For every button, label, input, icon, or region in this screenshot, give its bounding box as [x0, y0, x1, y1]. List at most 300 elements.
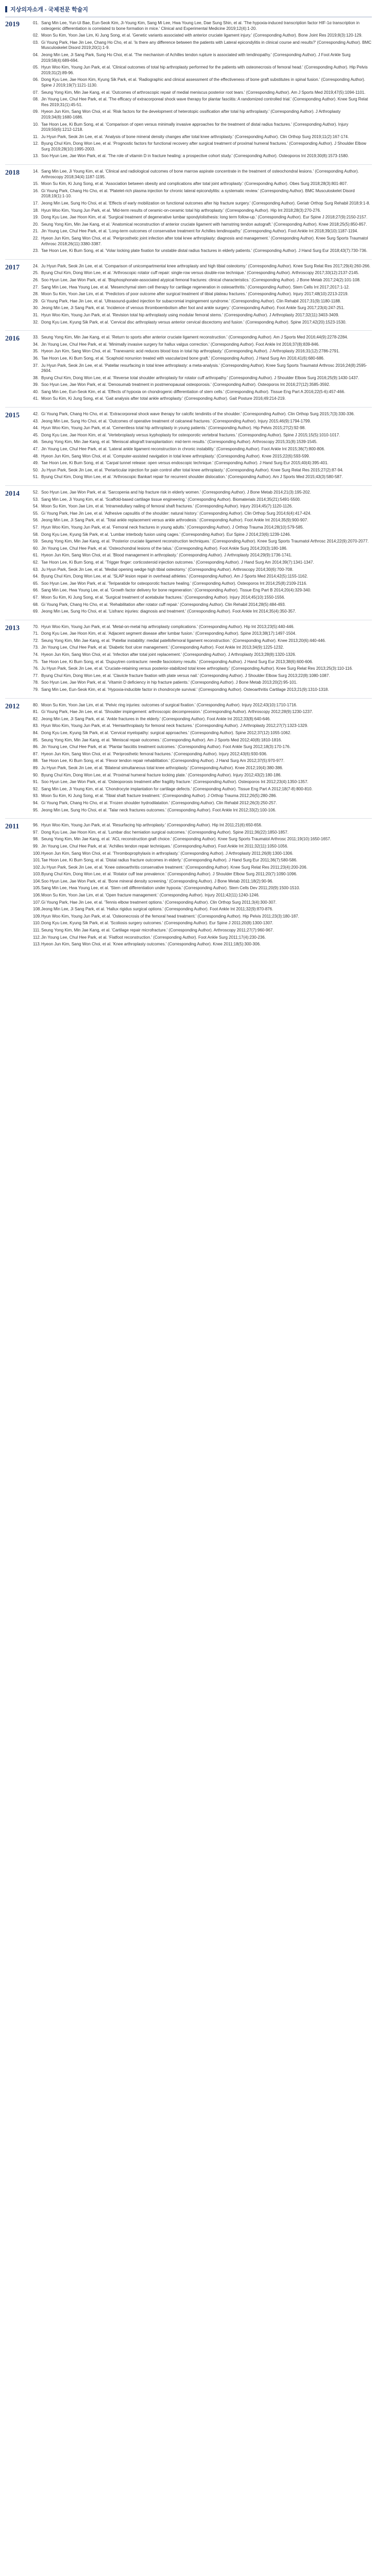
publication-citation: Jeong Min Lee, Sung Ho Choi, et al. 'Talar neck fractures outcomes.' (Corresponding Author). Foot Ankle Int 2012;33(2):100-106.	[41, 807, 277, 812]
page-header	[5, 4, 372, 16]
publication-number: 64.	[33, 574, 39, 579]
publication-number: 90.	[33, 772, 39, 777]
publication-item	[33, 335, 372, 341]
publication-citation: Soo Hyun Lee, Jae Won Park, et al. 'Bisphosphonate-associated atypical femoral fractures: clinical characteristics.' (Corresponding Author). J Bone Metab 2017;24(2):101-108.	[41, 277, 361, 282]
publication-item	[33, 356, 372, 362]
publication-citation: Jin Young Lee, Chul Hee Park, et al. 'Plantar fasciitis treatment outcomes.' (Corresponding Author). Foot Ankle Surg 2012;18(3):170-176.	[41, 744, 291, 750]
publication-citation: Sang Min Lee, Ji Young Kim, et al. 'Chondrocyte implantation for cartilage defects.' (Corresponding Author). Tissue Eng Part A 2012;18(7-8):800-810.	[41, 786, 313, 791]
publication-number: 96.	[33, 823, 39, 828]
publication-item	[33, 907, 372, 912]
publication-item	[33, 40, 372, 51]
publication-number: 69.	[33, 609, 39, 614]
publication-citation: Hyeon Jun Kim, Sang Won Choi, et al. 'Infection after total joint replacement.' (Corresponding Author). J Arthroplasty 2013;28(8):1320-1326.	[41, 652, 296, 657]
publication-number: 86.	[33, 744, 39, 750]
publication-citation: Moon Su Kim, Ki Jung Song, et al. 'Tibial shaft fracture treatment.' (Corresponding Author). J Orthop Trauma 2012;26(5):280-286.	[41, 793, 277, 799]
publication-citation: Sang Min Lee, Eun-Seok Kim, et al. 'Effects of hypoxia on chondrogenic differentiation of stem cells.' (Corresponding Author). Tissue Eng Part A 2016;22(5-6):457-466.	[41, 389, 346, 394]
publication-number: 99.	[33, 843, 39, 849]
publication-item	[33, 673, 372, 679]
year-label: 2019	[5, 21, 20, 28]
publication-citation: Hyun Woo Kim, Young Jun Park, et al. 'Osteonecrosis of the femoral head treatment.' (Corresponding Author). Hip Pelvis 2011;23(3):180-187.	[41, 913, 299, 919]
publication-item	[33, 893, 372, 899]
publication-item	[33, 511, 372, 517]
publication-citation: Seung Yong Kim, Min Jae Kang, et al. 'Outcomes of arthroscopic repair of medial meniscus posterior root tears.' (Corresponding Author). Am J Sports Med 2019;47(5):1094-1101.	[41, 90, 366, 95]
year-section	[5, 21, 372, 159]
publication-item	[33, 801, 372, 806]
publication-number: 105.	[33, 886, 41, 891]
publication-number: 49.	[33, 461, 39, 466]
publication-citation: Hyun Woo Kim, Young Jun Park, et al. 'Cementless total hip arthroplasty in young patients.' (Corresponding Author). Hip Pelvis 2015;27(2):92-98.	[41, 426, 306, 431]
publication-number: 37.	[33, 363, 39, 368]
publication-citation: Hyun Woo Kim, Young Jun Park, et al. 'Femoral neck fractures in young adults.' (Corresponding Author). J Orthop Trauma 2014;28(10):579-585.	[41, 524, 304, 530]
publication-number: 13.	[33, 154, 39, 159]
publication-citation: Moon Su Kim, Yoon Jae Lim, Ki Jung Song, et al. 'Genetic variants associated with anterior cruciate ligament injury.' (Corresponding Author). Bone Joint Res 2019;8(3):120-129.	[41, 33, 363, 38]
publication-item	[33, 738, 372, 743]
publication-item	[33, 731, 372, 736]
publication-item	[33, 299, 372, 304]
year-divider	[5, 407, 372, 408]
publication-number: 29.	[33, 298, 39, 303]
publication-citation: Soo Hyun Lee, Jae Won Park, et al. 'Teriparatide for osteoporotic fracture healing.' (Corresponding Author). Osteoporos Int 2014;25(8):2109-2116.	[41, 581, 307, 586]
publication-number: 51.	[33, 474, 39, 480]
publication-citation: Sang Min Lee, Hwa Young Lee, et al. 'Growth factor delivery for bone regeneration.' (Corresponding Author). Tissue Eng Part B 2014;20(4):329-340.	[41, 588, 312, 593]
publication-citation: Byung Chul Kim, Dong Won Lee, et al. 'Arthroscopic rotator cuff repair: single-row versus double-row technique.' (Corresponding Author). Arthroscopy 2017;33(12):2137-2145.	[41, 270, 359, 276]
publication-citation: Sang Min Lee, Eun-Seok Kim, et al. 'Hypoxia-inducible factor in chondrocyte survival.' (Corresponding Author). Osteoarthritis Cartilage 2013;21(9):1310-1318.	[41, 687, 329, 692]
publication-item	[33, 208, 372, 214]
publication-item	[33, 21, 372, 31]
publication-number: 15.	[33, 181, 39, 187]
publication-number: 93.	[33, 793, 39, 799]
publication-number: 25.	[33, 270, 39, 276]
publication-number: 36.	[33, 355, 39, 361]
publication-item	[33, 680, 372, 686]
publication-item	[33, 602, 372, 608]
publication-citation: Tae Hoon Lee, Ki Bum Song, et al. 'Comparison of open versus minimally invasive approaches for the treatment of distal radius fractures.' (Corresponding Author). Injury 2019;50(6):1212-1218.	[41, 122, 349, 132]
publication-item	[33, 65, 372, 76]
publication-citation: Sang Min Lee, Hwa Young Lee, et al. 'Stem cell differentiation under hypoxia.' (Corresponding Author). Stem Cells Dev 2011;20(9):1500-1510.	[41, 886, 300, 891]
publication-item	[33, 773, 372, 778]
publication-citation: Hyun Woo Kim, Young Jun Park, et al. 'Mid-term results of ceramic-on-ceramic total hip arthroplasty.' (Corresponding Author). Hip Int 2018;28(3):270-276.	[41, 208, 321, 213]
publication-number: 48.	[33, 453, 39, 459]
publication-item	[33, 851, 372, 857]
publication-citation: Sang Min Lee, Hwa Young Lee, et al. 'Mesenchymal stem cell therapy for cartilage regeneration in osteoarthritis.' (Corresponding Author). Stem Cells Int 2017;2017:1-12.	[41, 284, 350, 290]
publication-number: 50.	[33, 467, 39, 472]
publication-citation: Hyeon Jun Kim, Sang Won Choi, et al. 'Risk factors for the development of heterotopic ossification after total hip arthroplasty.' (Corresponding Author). J Arthroplasty 2019;34(8):1680-1686.	[41, 109, 341, 120]
publication-number: 05.	[33, 65, 39, 70]
publication-number: 81.	[33, 709, 39, 715]
publication-citation: Jeong Min Lee, Sung Ho Choi, et al. 'Effects of early mobilization on functional outcomes after hip fracture surgery.' (Corresponding Author). Geriatr Orthop Surg Rehabil 2018;9:1-8.	[41, 201, 370, 206]
year-label: 2013	[5, 624, 20, 632]
publication-number: 71.	[33, 631, 39, 636]
year-label: 2018	[5, 169, 20, 177]
publication-number: 30.	[33, 306, 39, 311]
publication-item	[33, 474, 372, 480]
publication-number: 91.	[33, 779, 39, 785]
publication-citation: Hyun Woo Kim, Young Jun Park, et al. 'Resurfacing hip arthroplasty.' (Corresponding Author). Hip Int 2011;21(6):650-656.	[41, 823, 263, 828]
publication-number: 26.	[33, 277, 39, 282]
publication-number: 113.	[33, 942, 41, 947]
publication-item	[33, 752, 372, 757]
publication-number: 53.	[33, 497, 39, 502]
publication-item	[33, 141, 372, 152]
publication-number: 32.	[33, 319, 39, 325]
publication-number: 75.	[33, 659, 39, 664]
publication-citation: Tae Hoon Lee, Ki Bum Song, et al. 'Trigger finger: corticosteroid injection outcomes.' (Corresponding Author). J Hand Surg Am 2014;39(7):1341-1347.	[41, 560, 314, 565]
publication-citation: Moon Su Kim, Ki Jung Song, et al. 'Surgical treatment of acetabular fractures.' (Corresponding Author). Injury 2014;45(10):1550-1556.	[41, 595, 285, 600]
publication-item	[33, 837, 372, 842]
publication-item	[33, 189, 372, 199]
publication-citation: Jeong Min Lee, Sung Ho Choi, et al. 'Lisfranc injuries: diagnosis and treatment.' (Corresponding Author). Foot Ankle Int 2014;35(4):350-357.	[41, 609, 296, 614]
publication-item	[33, 787, 372, 792]
publication-item	[33, 703, 372, 708]
year-section	[5, 264, 372, 325]
publication-number: 09.	[33, 109, 39, 114]
publication-citation: Dong Kyu Lee, Jae Hoon Kim, et al. 'Lumbar disc herniation surgical outcomes.' (Corresponding Author). Spine 2011;36(22):1850-1857.	[41, 829, 289, 835]
publication-number: 22.	[33, 236, 39, 241]
publication-item	[33, 758, 372, 764]
publication-citation: Jin Young Lee, Chul Hee Park, et al. 'Flatfoot reconstruction.' (Corresponding Author). Foot Ankle Surg 2011;17(4):230-236.	[41, 935, 266, 940]
publication-citation: Jin Young Lee, Chul Hee Park, et al. 'Osteochondral lesions of the talus.' (Corresponding Author). Foot Ankle Surg 2014;20(3):180-186.	[41, 546, 288, 551]
publication-item	[33, 532, 372, 538]
publication-number: 39.	[33, 382, 39, 387]
publication-list	[5, 21, 372, 947]
publication-citation: Byung Chul Kim, Dong Won Lee, et al. 'Clavicle fracture fixation with plate versus nail.' (Corresponding Author). J Shoulder Elbow Surg 2013;22(8):1080-1087.	[41, 673, 330, 678]
publication-item	[33, 928, 372, 934]
publication-number: 82.	[33, 716, 39, 721]
publication-number: 100.	[33, 851, 41, 856]
publication-item	[33, 419, 372, 425]
publication-citation: Sang Min Lee, Ji Young Kim, et al. 'Scaffold-based cartilage tissue engineering.' (Corresponding Author). Biomaterials 2014;35(21):5491-5500.	[41, 497, 301, 502]
publication-item	[33, 942, 372, 947]
publication-item	[33, 468, 372, 473]
publication-citation: Dong Kyu Lee, Kyung Sik Park, et al. 'Cervical myelopathy: surgical approaches.' (Corresponding Author). Spine 2012;37(12):1055-1062.	[41, 731, 292, 735]
publication-citation: Seung Yong Kim, Min Jae Kang, et al. 'Anatomical reconstruction of anterior cruciate ligament with hamstring tendon autograft.' (Corresponding Author). Knee 2018;25(5):850-857.	[41, 222, 367, 227]
publication-number: 112.	[33, 935, 41, 940]
publication-item	[33, 935, 372, 941]
publication-citation: Sang Min Lee, Yun-Ui Bae, Eun-Seok Kim, Ji-Young Kim, Sang Mi Lee, Hwa Young Lee, Dae Sung Shin, et al. 'The hypoxia-induced transcription factor HIF-1α transcription in osteogenic differentiation is correlated to bone formation in mice.' Clinical and Experimental Medicine 2019;12(4):1-20.	[41, 21, 360, 31]
publication-item	[33, 560, 372, 566]
publication-item	[33, 717, 372, 722]
year-divider	[5, 330, 372, 331]
publication-item	[33, 426, 372, 431]
publication-citation: Dong Kyu Lee, Kyung Sik Park, et al. 'Scoliosis surgery outcomes.' (Corresponding Author). Eur Spine J 2011;20(8):1300-1307.	[41, 921, 273, 926]
publication-citation: Dong Kyu Lee, Jae Hoon Kim, et al. 'Surgical treatment of degenerative lumbar spondylolisthesis: long term follow-up.' (Corresponding Author). Eur Spine J 2018;27(9):2150-2157.	[41, 215, 368, 220]
publication-number: 73.	[33, 645, 39, 650]
publication-number: 59.	[33, 539, 39, 544]
publication-number: 10.	[33, 122, 39, 127]
publication-citation: Moon Su Kim, Yoon Jae Lim, et al. 'Pelvic ring injuries: outcomes of surgical fixation.' (Corresponding Author). Injury 2012;43(10):1710-1716.	[41, 702, 298, 707]
publication-number: 65.	[33, 581, 39, 586]
publication-number: 04.	[33, 52, 39, 57]
publication-item	[33, 844, 372, 850]
publication-item	[33, 609, 372, 615]
publication-item	[33, 109, 372, 120]
publication-number: 70.	[33, 624, 39, 629]
publication-item	[33, 525, 372, 531]
publication-citation: Gi Young Park, Chang Ho Cho, et al. 'Rehabilitation after rotator cuff repair.' (Corresponding Author). Clin Rehabil 2014;28(5):484-493.	[41, 602, 286, 607]
publication-number: 101.	[33, 858, 41, 863]
header-bar	[5, 6, 7, 12]
publication-item	[33, 581, 372, 587]
publication-number: 02.	[33, 33, 39, 38]
publication-number: 106.	[33, 893, 41, 898]
publication-number: 40.	[33, 389, 39, 394]
publication-item	[33, 723, 372, 729]
publication-citation: Seung Yong Kim, Min Jae Kang, et al. 'Meniscal repair outcomes.' (Corresponding Author). Am J Sports Med 2012;40(8):1810-1816.	[41, 737, 282, 742]
publication-citation: Hyeon Jun Kim, Sang Won Choi, et al. 'Periprosthetic femoral fractures.' (Corresponding Author). Injury 2012;43(6):930-936.	[41, 751, 268, 756]
publication-item	[33, 264, 372, 269]
publication-number: 94.	[33, 800, 39, 805]
publication-item	[33, 439, 372, 445]
publication-number: 17.	[33, 201, 39, 206]
publication-item	[33, 638, 372, 644]
publication-citation: Jeong Min Lee, Ji Sang Park, Sung Ho Choi, et al. 'The mechanism of Achilles tendon rupture is associated with tendinopathy.' (Corresponding Author). J Foot Ankle Surg 2019;58(4):689-694.	[41, 52, 351, 63]
publication-item	[33, 574, 372, 580]
publication-citation: Gi Young Park, Hae Jin Lee, et al. 'Tennis elbow treatment options.' (Corresponding Author). Clin Orthop Surg 2011;3(4):300-307.	[41, 900, 277, 905]
publication-item	[33, 659, 372, 665]
publication-number: 16.	[33, 188, 39, 193]
publication-item	[33, 830, 372, 836]
publication-number: 11.	[33, 134, 39, 139]
publication-citation: Gi Young Park, Chang Ho Cho, et al. 'Platelet-rich plasma injection for chronic lateral epicondylitis: a systematic review.' (Corresponding Author). BMC Musculoskelet Disord 2018;19(1):1-10.	[41, 188, 355, 199]
publication-citation: Moon Su Kim, Yoon Jae Lim, et al. 'Open fracture management.' (Corresponding Author). Injury 2011;42(11):1240-1246.	[41, 893, 260, 898]
publication-number: 68.	[33, 602, 39, 607]
publication-item	[33, 879, 372, 885]
publication-citation: Moon Su Kim, Yoon Jae Lim, et al. 'Predictors of poor outcome after surgical treatment of tibial plateau fractures.' (Corresponding Author). Injury 2017;48(10):2213-2219.	[41, 292, 349, 297]
publication-number: 102.	[33, 865, 41, 870]
publication-number: 107.	[33, 900, 41, 905]
publication-citation: Gi Young Park, Hae Jin Lee, et al. 'Ultrasound-guided injection for subacromial impingement syndrome.' (Corresponding Author). Clin Rehabil 2017;31(9):1180-1188.	[41, 298, 341, 303]
publication-item	[33, 376, 372, 381]
publication-citation: Hyeon Jun Kim, Sang Won Choi, et al. 'Knee arthroplasty outcomes.' (Corresponding Author). Knee 2011;18(5):300-306.	[41, 942, 261, 947]
year-label: 2012	[5, 702, 20, 710]
publication-item	[33, 900, 372, 906]
publication-citation: Jin Young Lee, Chul Hee Park, et al. 'Achilles tendon repair techniques.' (Corresponding Author). Foot Ankle Int 2011;32(11):1050-1056.	[41, 843, 288, 849]
publication-item	[33, 342, 372, 348]
publication-item	[33, 313, 372, 318]
year-label: 2016	[5, 335, 20, 343]
publication-citation: Dong Kyu Lee, Kyung Sik Park, et al. 'Cervical disc arthroplasty versus anterior cervical discectomy and fusion.' (Corresponding Author). Spine 2017;42(20):1523-1530.	[41, 319, 347, 325]
publication-item	[33, 823, 372, 828]
publication-number: 62.	[33, 560, 39, 565]
publication-citation: Hyun Woo Kim, Young Jun Park, et al. 'Revision total hip arthroplasty using modular femoral stems.' (Corresponding Author). J Arthroplasty 2017;32(11):3403-3409.	[41, 312, 339, 317]
publication-number: 79.	[33, 687, 39, 692]
publication-item	[33, 539, 372, 545]
publication-number: 31.	[33, 312, 39, 317]
publication-citation: Ju Hyun Park, Seok Jin Lee, et al. 'Periarticular injection for pain control after total knee arthroplasty.' (Corresponding Author). Knee Surg Relat Res 2015;27(2):87-94.	[41, 467, 344, 472]
publication-citation: Gi Young Park, Chang Ho Cho, et al. 'Frozen shoulder hydrodilatation.' (Corresponding Author). Clin Rehabil 2012;26(3):250-257.	[41, 800, 277, 805]
page	[0, 0, 377, 947]
year-divider	[5, 698, 372, 699]
publication-item	[33, 229, 372, 234]
publication-number: 54.	[33, 504, 39, 509]
publication-number: 109.	[33, 913, 41, 919]
publication-citation: Ju Hyun Park, Seok Jin Lee, et al. 'Analysis of bone mineral density changes after total knee arthroplasty.' (Corresponding Author). Clin Orthop Surg 2019;11(2):167-174.	[41, 134, 349, 139]
year-section	[5, 823, 372, 947]
publication-item	[33, 865, 372, 871]
publication-item	[33, 567, 372, 573]
publication-item	[33, 33, 372, 39]
publication-number: 67.	[33, 595, 39, 600]
publication-citation: Byung Chul Kim, Dong Won Lee, et al. 'Prognostic factors for functional recovery after surgical treatment of proximal humeral fractures.' (Corresponding Author). J Shoulder Elbow Surg 2019;28(10):1995-2003.	[41, 141, 367, 151]
publication-citation: Tae Hoon Lee, Ki Bum Song, et al. 'Dupuytren contracture: needle fasciotomy results.' (Corresponding Author). J Hand Surg Eur 2013;38(6):600-606.	[41, 659, 313, 664]
publication-citation: Hyeon Jun Kim, Sang Won Choi, et al. 'Blood management in arthroplasty.' (Corresponding Author). J Arthroplasty 2014;29(9):1736-1741.	[41, 553, 293, 558]
publication-number: 80.	[33, 702, 39, 707]
year-section	[5, 703, 372, 814]
publication-citation: Ju Hyun Park, Seok Jin Lee, et al. 'Comparison of unicompartmental knee arthroplasty and high tibial osteotomy.' (Corresponding Author). Knee Surg Relat Res 2017;29(4):260-266.	[41, 263, 371, 268]
publication-item	[33, 454, 372, 460]
publication-number: 06.	[33, 77, 39, 82]
publication-item	[33, 90, 372, 96]
publication-number: 87.	[33, 751, 39, 756]
publication-citation: Moon Su Kim, Yoon Jae Lim, et al. 'Intramedullary nailing of femoral shaft fractures.' (Corresponding Author). Injury 2014;45(7):1120-1126.	[41, 504, 293, 509]
publication-item	[33, 201, 372, 207]
publication-number: 56.	[33, 518, 39, 523]
publication-number: 108.	[33, 907, 41, 912]
publication-number: 60.	[33, 546, 39, 551]
publication-citation: Tae Hoon Lee, Ki Bum Song, et al. 'Flexor tendon repair rehabilitation.' (Corresponding Author). J Hand Surg Am 2012;37(5):970-977.	[41, 758, 285, 764]
publication-citation: Tae Hoon Lee, Ki Bum Song, et al. 'Carpal tunnel release: open versus endoscopic technique.' (Corresponding Author). J Hand Surg Eur 2015;40(4):395-401.	[41, 461, 329, 466]
publication-citation: Soo Hyun Lee, Jae Won Park, et al. 'Denosumab treatment in postmenopausal osteoporosis.' (Corresponding Author). Osteoporos Int 2016;27(12):3585-3592.	[41, 382, 331, 387]
publication-item	[33, 433, 372, 438]
publication-number: 61.	[33, 553, 39, 558]
publication-item	[33, 518, 372, 523]
publication-item	[33, 766, 372, 771]
publication-number: 45.	[33, 432, 39, 437]
publication-citation: Byung Chul Kim, Dong Won Lee, et al. 'Rotator cuff tear prevalence.' (Corresponding Author). J Shoulder Elbow Surg 2011;20(7):1090-1096.	[41, 872, 298, 877]
year-section	[5, 490, 372, 615]
publication-number: 97.	[33, 829, 39, 835]
publication-item	[33, 412, 372, 417]
publication-number: 52.	[33, 490, 39, 495]
publication-citation: Dong Kyu Lee, Jae Hoon Kim, Kyung Sik Park, et al. 'Radiographic and clinical assessment of the effectiveness of bone graft substitutes in spinal fusion.' (Corresponding Author). Spine J 2019;19(7):1121-1130.	[41, 77, 366, 88]
publication-citation: Jin Young Lee, Chul Hee Park, et al. 'Diabetic foot ulcer management.' (Corresponding Author). Foot Ankle Int 2013;34(9):1225-1232.	[41, 645, 284, 650]
publication-number: 104.	[33, 878, 41, 884]
publication-item	[33, 396, 372, 402]
publication-number: 43.	[33, 418, 39, 423]
publication-number: 95.	[33, 807, 39, 812]
publication-citation: Ju Hyun Park, Seok Jin Lee, et al. 'Medial opening wedge high tibial osteotomy.' (Corresponding Author). Arthroscopy 2014;30(6):700-708.	[41, 567, 294, 572]
publication-citation: Jin Young Lee, Chul Hee Park, et al. 'Lateral ankle ligament reconstruction in chronic instability.' (Corresponding Author). Foot Ankle Int 2015;36(7):800-806.	[41, 447, 325, 452]
publication-number: 07.	[33, 90, 39, 95]
publication-item	[33, 624, 372, 630]
publication-item	[33, 872, 372, 877]
publication-number: 14.	[33, 169, 39, 174]
publication-item	[33, 497, 372, 503]
publication-citation: Soo Hyun Lee, Jae Won Park, et al. 'Osteoporosis treatment after fragility fracture.' (Corresponding Author). Osteoporos Int 2012;23(4):1350-1357.	[41, 779, 309, 785]
publication-number: 84.	[33, 731, 39, 735]
publication-citation: Dong Kyu Lee, Jae Hoon Kim, et al. 'Adjacent segment disease after lumbar fusion.' (Corresponding Author). Spine 2013;38(17):1497-1504.	[41, 631, 297, 636]
publication-item	[33, 490, 372, 496]
publication-item	[33, 292, 372, 297]
publication-citation: Jeong Min Lee, Ji Sang Park, et al. 'Hallux rigidus surgical options.' (Corresponding Author). Foot Ankle Int 2011;32(9):870-876.	[41, 907, 273, 912]
publication-item	[33, 546, 372, 552]
publication-item	[33, 595, 372, 601]
publication-citation: Hyun Woo Kim, Young Jun Park, et al. 'Metal-on-metal hip arthroplasty complications.' (Corresponding Author). Hip Int 2013;23(5):440-446.	[41, 624, 295, 629]
publication-item	[33, 122, 372, 133]
publication-item	[33, 181, 372, 187]
publication-number: 55.	[33, 511, 39, 516]
publication-item	[33, 222, 372, 228]
publication-item	[33, 588, 372, 594]
publication-item	[33, 363, 372, 374]
publication-citation: Gi Young Park, Chang Ho Cho, et al. 'Extracorporeal shock wave therapy for calcific tendinitis of the shoulder.' (Corresponding Author). Clin Orthop Surg 2015;7(3):330-336.	[41, 412, 355, 417]
publication-citation: Ju Hyun Park, Seok Jin Lee, et al. 'Bilateral simultaneous total knee arthroplasty.' (Corresponding Author). Knee 2012;19(4):380-386.	[41, 765, 283, 770]
publication-citation: Byung Chul Kim, Dong Won Lee, et al. 'Arthroscopic Bankart repair for recurrent shoulder dislocation.' (Corresponding Author). Am J Sports Med 2015;43(3):580-587.	[41, 474, 343, 480]
year-section	[5, 335, 372, 402]
year-section	[5, 624, 372, 693]
publication-number: 20.	[33, 222, 39, 227]
publication-citation: Hyeon Jun Kim, Sang Won Choi, et al. 'Computer-assisted navigation in total knee arthroplasty.' (Corresponding Author). Knee 2015;22(6):593-599.	[41, 453, 310, 459]
publication-citation: Jeong Min Lee, Ji Sang Park, et al. 'Total ankle replacement versus ankle arthrodesis.' (Corresponding Author). Foot Ankle Int 2014;35(9):900-907.	[41, 518, 309, 523]
publication-citation: Soo Hyun Lee, Jae Won Park, et al. 'Bone mineral density screening.' (Corresponding Author). J Bone Metab 2011;18(2):90-96.	[41, 878, 273, 884]
publication-number: 66.	[33, 588, 39, 593]
publication-item	[33, 285, 372, 291]
publication-item	[33, 134, 372, 140]
publication-item	[33, 631, 372, 637]
publication-citation: Byung Chul Kim, Dong Won Lee, et al. 'Proximal humeral fracture locking plate.' (Corresponding Author). Injury 2012;43(2):180-186.	[41, 772, 282, 777]
publication-citation: Jin Young Lee, Chul Hee Park, et al. 'Minimally invasive surgery for hallux valgus correction.' (Corresponding Author). Foot Ankle Int 2016;37(8):839-846.	[41, 342, 320, 347]
year-label: 2011	[5, 823, 20, 831]
publication-number: 85.	[33, 737, 39, 742]
publication-item	[33, 652, 372, 658]
header-divider	[5, 16, 372, 18]
publication-citation: Tae Hoon Lee, Ki Bum Song, et al. 'Volar locking plate fixation for unstable distal radius fractures in elderly patients.' (Corresponding Author). J Hand Surg Eur 2018;43(7):730-736.	[41, 248, 368, 253]
publication-item	[33, 248, 372, 254]
publication-number: 08.	[33, 97, 39, 102]
publication-number: 74.	[33, 652, 39, 657]
publication-citation: Soo Hyun Lee, Jae Won Park, et al. 'Vitamin D deficiency in hip fracture patients.' (Corresponding Author). J Bone Metab 2013;20(2):95-101.	[41, 680, 298, 685]
publication-number: 72.	[33, 638, 39, 643]
publication-item	[33, 382, 372, 388]
publication-number: 33.	[33, 335, 39, 340]
publication-citation: Hyun Woo Kim, Young Jun Park, et al. 'Hemiarthroplasty for femoral neck fractures.' (Corresponding Author). J Arthroplasty 2012;27(7):1323-1329.	[41, 723, 309, 728]
publication-citation: Ju Hyun Park, Seok Jin Lee, et al. 'Cruciate-retaining versus posterior-stabilized total knee arthroplasty.' (Corresponding Author). Knee Surg Relat Res 2013;25(3):110-116.	[41, 666, 353, 671]
publication-number: 24.	[33, 263, 39, 268]
publication-number: 41.	[33, 396, 39, 401]
publication-citation: Jeong Min Lee, Ji Sang Park, et al. 'Ankle fractures in the elderly.' (Corresponding Author). Foot Ankle Int 2012;33(8):640-646.	[41, 716, 271, 721]
publication-number: 103.	[33, 872, 41, 877]
publication-citation: Tae Hoon Lee, Ki Bum Song, et al. 'Distal radius fracture outcomes in elderly.' (Corresponding Author). J Hand Surg Eur 2011;36(7):580-586.	[41, 858, 298, 863]
year-section	[5, 412, 372, 480]
publication-item	[33, 389, 372, 395]
publication-citation: Hyeon Jun Kim, Sang Won Choi, et al. 'Periprosthetic joint infection after total knee arthroplasty: diagnosis and management.' (Corresponding Author). Knee Surg Sports Traumatol Arthrosc 2018;26(11):3380-3387.	[41, 236, 368, 246]
publication-citation: Seung Yong Kim, Min Jae Kang, et al. 'Return to sports after anterior cruciate ligament reconstruction.' (Corresponding Author). Am J Sports Med 2016;44(9):2278-2284.	[41, 335, 348, 340]
publication-item	[33, 886, 372, 891]
publication-number: 19.	[33, 215, 39, 220]
publication-citation: Soo Hyun Lee, Jae Won Park, et al. 'Sarcopenia and hip fracture risk in elderly women.' (Corresponding Author). J Bone Metab 2014;21(3):195-202.	[41, 490, 311, 495]
publication-citation: Jeong Min Lee, Sung Ho Choi, et al. 'Outcomes of operative treatment of calcaneal fractures.' (Corresponding Author). Injury 2015;46(9):1794-1799.	[41, 418, 311, 423]
publication-citation: Moon Su Kim, Ki Jung Song, et al. 'Gait analysis after total ankle arthroplasty.' (Corresponding Author). Gait Posture 2016;49:214-219.	[41, 396, 286, 401]
publication-item	[33, 154, 372, 159]
publication-number: 44.	[33, 426, 39, 431]
publication-citation: Dong Kyu Lee, Kyung Sik Park, et al. 'Lumbar interbody fusion using cages.' (Corresponding Author). Eur Spine J 2014;23(6):1239-1246.	[41, 532, 291, 537]
year-divider	[5, 485, 372, 486]
publication-citation: Seung Yong Kim, Min Jae Kang, et al. 'ACL reconstruction graft choice.' (Corresponding Author). Knee Surg Sports Traumatol Arthrosc 2011;19(10):1650-1657.	[41, 837, 331, 842]
publication-item	[33, 779, 372, 785]
publication-number: 42.	[33, 412, 39, 417]
publication-citation: Hyeon Jun Kim, Sang Won Choi, et al. 'Thromboprophylaxis in arthroplasty.' (Corresponding Author). J Arthroplasty 2011;26(8):1300-1306.	[41, 851, 294, 856]
publication-citation: Dong Kyu Lee, Jae Hoon Kim, et al. 'Vertebroplasty versus kyphoplasty for osteoporotic vertebral fractures.' (Corresponding Author). Spine J 2015;15(5):1010-1017.	[41, 432, 340, 437]
publication-citation: Ju Hyun Park, Seok Jin Lee, et al. 'Patellar resurfacing in total knee arthroplasty: a meta-analysis.' (Corresponding Author). Knee Surg Sports Traumatol Arthrosc 2016;24(8):2595-2604.	[41, 363, 367, 374]
publication-citation: Byung Chul Kim, Dong Won Lee, et al. 'Reverse total shoulder arthroplasty for rotator cuff arthropathy.' (Corresponding Author). J Shoulder Elbow Surg 2016;25(9):1430-1437.	[41, 375, 359, 380]
publication-item	[33, 215, 372, 221]
year-divider	[5, 259, 372, 260]
publication-number: 35.	[33, 349, 39, 354]
publication-item	[33, 744, 372, 750]
publication-citation: Gi Young Park, Hae Jin Lee, et al. 'Shoulder impingement: arthroscopic decompression.' (Corresponding Author). Arthroscopy 2012;28(9):1230-1237.	[41, 709, 313, 715]
publication-number: 27.	[33, 284, 39, 290]
publication-number: 58.	[33, 532, 39, 537]
